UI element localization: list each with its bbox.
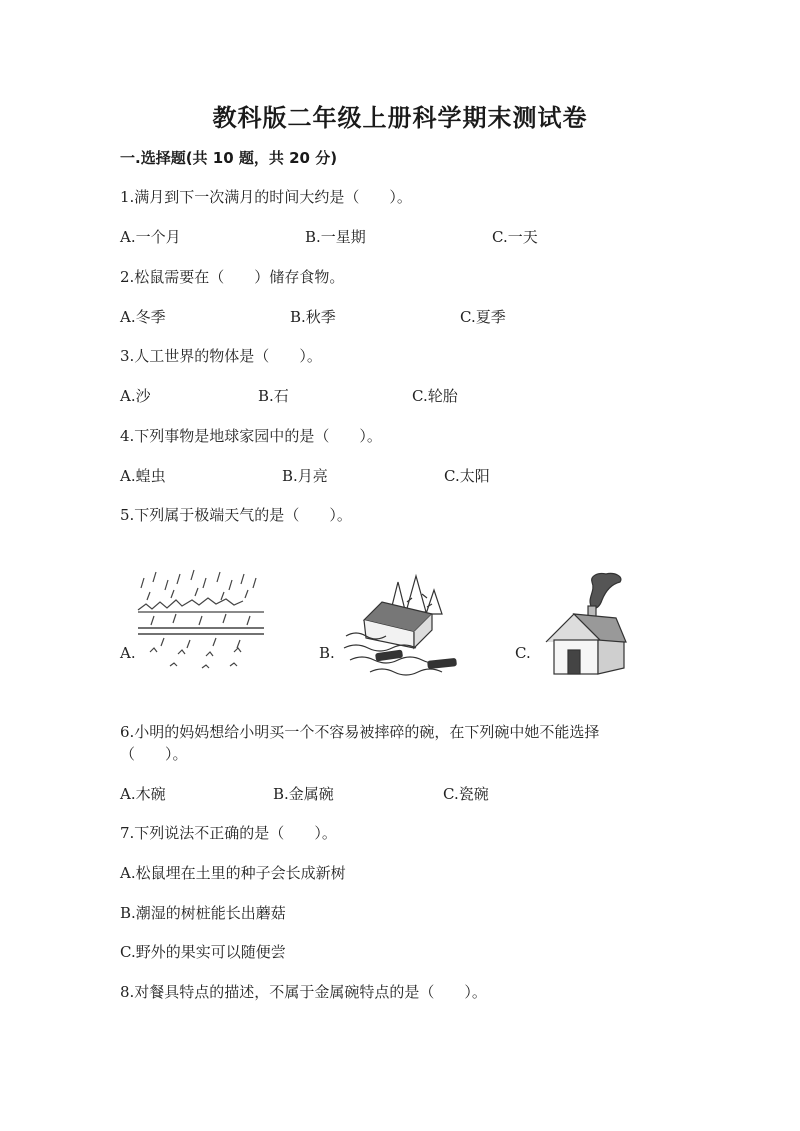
- q7-option-b: B.潮湿的树桩能长出蘑菇: [120, 904, 286, 922]
- house-smoke-icon: [540, 568, 630, 680]
- q5-option-c: C.: [515, 644, 531, 662]
- q3-option-b: B.石: [258, 387, 289, 405]
- q4-option-b: B.月亮: [282, 467, 328, 485]
- page-title: 教科版二年级上册科学期末测试卷: [212, 103, 588, 132]
- q4-option-a: A.蝗虫: [120, 467, 166, 485]
- q3-option-c: C.轮胎: [412, 387, 458, 405]
- q6-option-a: A.木碗: [120, 785, 166, 803]
- q5-option-b: B.: [319, 644, 335, 662]
- q1-option-b: B.一星期: [305, 228, 366, 246]
- question-7: 7.下列说法不正确的是（ ）。: [120, 824, 337, 842]
- question-5: 5.下列属于极端天气的是（ ）。: [120, 506, 352, 524]
- q2-option-b: B.秋季: [290, 308, 336, 326]
- rainstorm-icon: [136, 568, 266, 680]
- q1-option-c: C.一天: [492, 228, 538, 246]
- q1-option-a: A.一个月: [120, 228, 181, 246]
- q2-option-a: A.冬季: [120, 308, 166, 326]
- question-2: 2.松鼠需要在（ ）储存食物。: [120, 268, 345, 286]
- question-1: 1.满月到下一次满月的时间大约是（ ）。: [120, 188, 412, 206]
- q6-option-b: B.金属碗: [273, 785, 334, 803]
- q3-option-a: A.沙: [120, 387, 151, 405]
- q6-option-c: C.瓷碗: [443, 785, 489, 803]
- question-6: 6.小明的妈妈想给小明买一个不容易被摔碎的碗，在下列碗中她不能选择: [120, 723, 600, 741]
- q4-option-c: C.太阳: [444, 467, 490, 485]
- question-8: 8.对餐具特点的描述，不属于金属碗特点的是（ ）。: [120, 983, 487, 1001]
- q5-option-a: A.: [120, 644, 136, 662]
- question-3: 3.人工世界的物体是（ ）。: [120, 347, 322, 365]
- flood-icon: [340, 568, 468, 680]
- q2-option-c: C.夏季: [460, 308, 506, 326]
- section-heading: 一.选择题(共 10 题，共 20 分): [120, 149, 338, 167]
- q7-option-c: C.野外的果实可以随便尝: [120, 943, 286, 961]
- question-4: 4.下列事物是地球家园中的是（ ）。: [120, 427, 382, 445]
- q7-option-a: A.松鼠埋在土里的种子会长成新树: [120, 864, 346, 882]
- question-6-continuation: （ ）。: [120, 745, 188, 763]
